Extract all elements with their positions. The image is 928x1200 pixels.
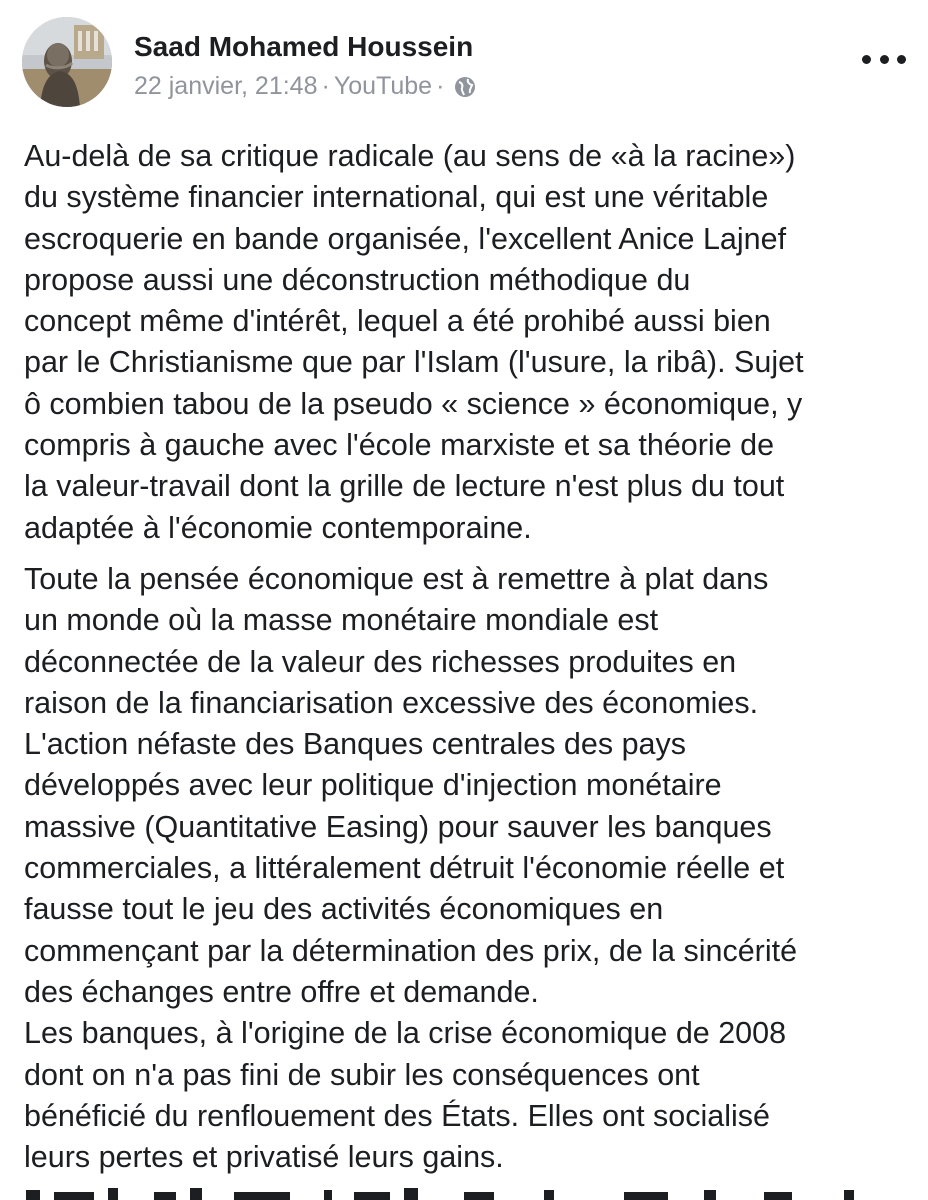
more-options-button[interactable] <box>862 47 906 71</box>
partial-text-glyphs <box>24 1186 914 1200</box>
text-line: leurs pertes et privatisé leurs gains. <box>24 1140 504 1175</box>
text-line: un monde où la masse monétaire mondiale est <box>24 603 659 638</box>
text-line: propose aussi une déconstruction méthodique du <box>24 262 691 297</box>
meta-separator: · <box>321 72 330 100</box>
text-line: commerciales, a littéralement détruit l'économie réelle et <box>24 851 785 886</box>
text-line: escroquerie en bande organisée, l'excellent Anice Lajnef <box>24 221 787 256</box>
text-line: Les banques, à l'origine de la crise économique de 2008 <box>24 1016 787 1051</box>
text-line: bénéficié du renflouement des États. Elles ont socialisé <box>24 1098 770 1133</box>
text-line: fausse tout le jeu des activités économiques en <box>24 892 664 927</box>
author-name[interactable]: Saad Mohamed Houssein <box>134 31 474 62</box>
text-line: concept même d'intérêt, lequel a été prohibé aussi bien <box>24 304 771 339</box>
text-line: ô combien tabou de la pseudo « science » économique, y <box>24 386 803 421</box>
meta-separator: · <box>436 72 445 100</box>
text-line: du système financier international, qui est une véritable <box>24 180 769 215</box>
text-line: développés avec leur politique d'injection monétaire <box>24 768 722 803</box>
text-line: la valeur-travail dont la grille de lecture n'est plus du tout <box>24 469 785 504</box>
text-line: déconnectée de la valeur des richesses produites en <box>24 644 737 679</box>
text-line: compris à gauche avec l'école marxiste et sa théorie de <box>24 428 775 463</box>
text-line: massive (Quantitative Easing) pour sauver les banques <box>24 809 772 844</box>
text-line: dont on n'a pas fini de subir les conséquences ont <box>24 1057 700 1092</box>
post-paragraph <box>24 559 914 1178</box>
text-line: Au-delà de sa critique radicale (au sens de «à la racine») <box>24 139 796 173</box>
profile-photo-icon <box>22 17 112 107</box>
author-avatar[interactable] <box>22 17 112 107</box>
text-line: commençant par la détermination des prix, de la sincérité <box>24 933 798 968</box>
post-source[interactable]: YouTube <box>333 72 433 100</box>
text-line: des échanges entre offre et demande. <box>24 974 539 1009</box>
post-header <box>22 17 906 109</box>
text-line: raison de la financiarisation excessive des économies. <box>24 685 759 720</box>
post-text <box>24 136 914 1188</box>
cut-off-text-line <box>24 1186 914 1200</box>
text-line: par le Christianisme que par l'Islam (l'usure, la ribâ). Sujet <box>24 345 804 380</box>
post-meta <box>134 72 476 101</box>
more-options-icon <box>880 55 889 64</box>
post-paragraph <box>24 136 914 549</box>
text-line: L'action néfaste des Banques centrales des pays <box>24 727 687 762</box>
more-options-icon <box>862 55 871 64</box>
globe-icon <box>454 76 476 98</box>
text-line: adaptée à l'économie contemporaine. <box>24 510 532 545</box>
more-options-icon <box>897 55 906 64</box>
post-date[interactable]: 22 janvier, 21:48 <box>134 72 318 100</box>
text-line: Toute la pensée économique est à remettre à plat dans <box>24 561 769 596</box>
